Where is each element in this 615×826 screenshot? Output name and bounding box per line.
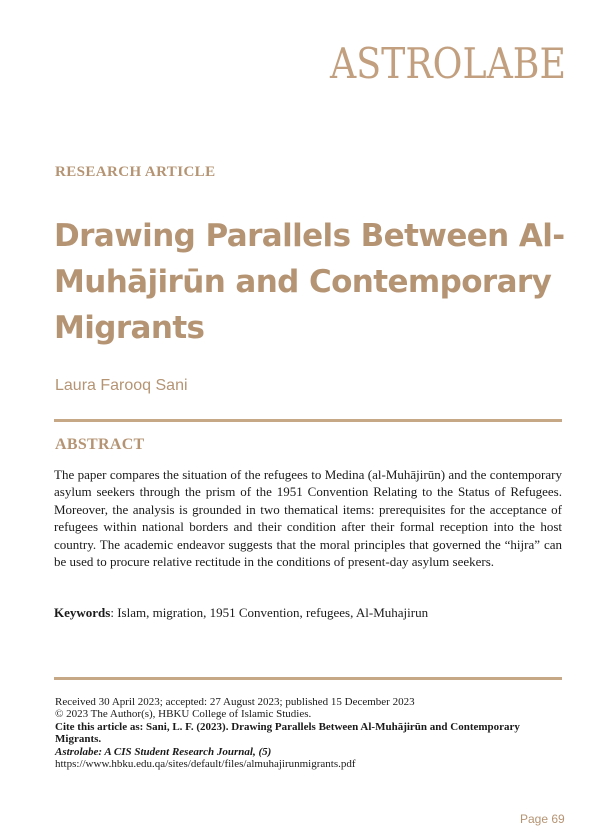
article-meta [55, 696, 565, 770]
author-name: Laura Farooq Sani [55, 377, 188, 394]
abstract-text: The paper compares the situation of the refugees to Medina (al-Muhājirūn) and the contemporary asylum seekers through the prism of the 1951 Convention Relating to the Status of Refugees. Moreover, the analysis is grounded in two thematical items: prerequisites for the acceptance of refugees within national borders and their condition after their formal reception into the host country. The academic endeavor suggests that the moral principles that governed the “hijra” can be used to procure relative rectitude in the conditions of present-day asylum seekers. [54, 467, 562, 570]
journal-citation: Astrolabe: A CIS Student Research Journal, (5) [55, 745, 272, 758]
citation: Cite this article as: Sani, L. F. (2023). Drawing Parallels Between Al-Muhājirūn and Contemporary Migrants. [55, 720, 520, 746]
astrolabe-logo-icon [329, 39, 570, 88]
keywords [54, 604, 562, 621]
keywords-label: Keywords [54, 605, 111, 620]
divider-top [54, 419, 562, 422]
page-number: Page 69 [520, 812, 565, 826]
publication-dates: Received 30 April 2023; accepted: 27 August 2023; published 15 December 2023 [55, 696, 415, 708]
keywords-list: : Islam, migration, 1951 Convention, refugees, Al-Muhajirun [110, 605, 429, 620]
article-type-label: RESEARCH ARTICLE [55, 164, 216, 180]
article-url[interactable]: https://www.hbku.edu.qa/sites/default/files/almuhajirunmigrants.pdf [55, 758, 356, 771]
logo-text: ASTROLABE [329, 39, 566, 88]
divider-bottom [54, 677, 562, 680]
article-title: Drawing Parallels Between Al-Muhājirūn and Contemporary Migrants [54, 218, 565, 346]
abstract-heading: ABSTRACT [55, 436, 145, 453]
copyright-notice: © 2023 The Author(s), HBKU College of Islamic Studies. [55, 708, 312, 721]
journal-logo [329, 39, 570, 88]
